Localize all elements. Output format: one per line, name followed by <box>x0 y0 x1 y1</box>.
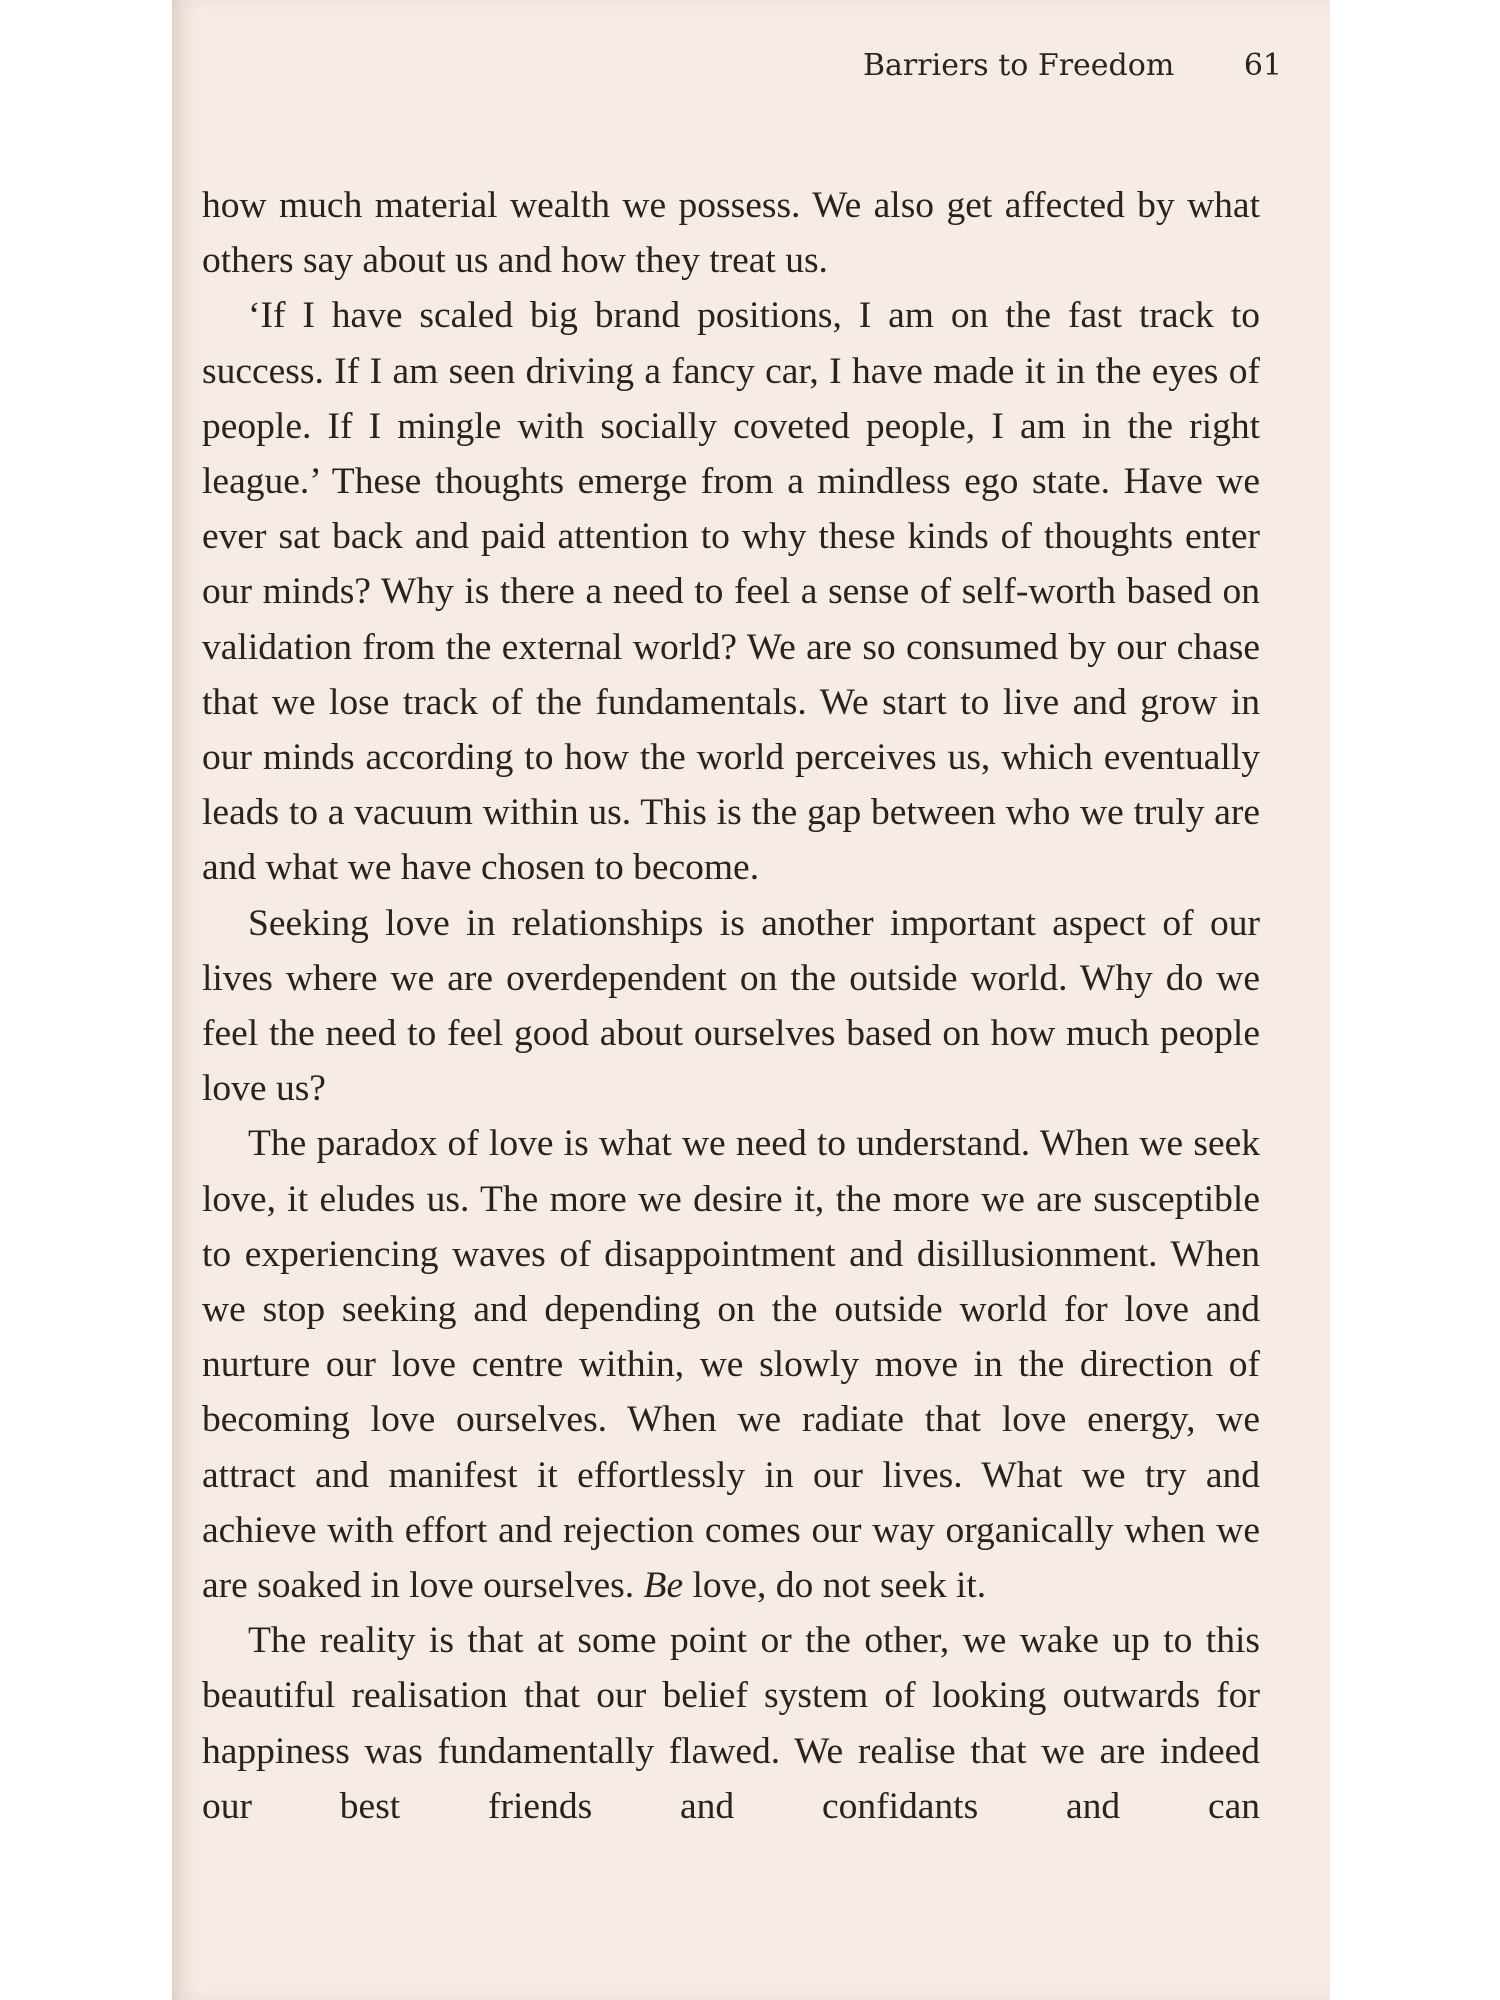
paragraph-2: ‘If I have scaled big brand positions, I am on the fast track to success. If I am seen driving a fancy car, I have made it in the eyes of people. If I mingle with socially coveted people, I am in the right league.’ These thoughts emerge from a mindless ego state. Have we ever sat back and paid attention to why these kinds of thoughts enter our minds? Why is there a need to feel a sense of self-worth based on validation from the external world? We are so consumed by our chase that we lose track of the fundamentals. We start to live and grow in our minds according to how the world perceives us, which eventually leads to a vacuum within us. This is the gap between who we truly are and what we have chosen to become. <box>202 295 1260 889</box>
paragraph-4 <box>202 1116 1260 1613</box>
book-page <box>172 0 1330 2000</box>
running-header <box>863 48 1282 83</box>
paragraph-1: how much material wealth we possess. We also get affected by what others say about us and how they treat us. <box>202 185 1260 282</box>
paragraph-4-text: The paradox of love is what we need to understand. When we seek love, it eludes us. The more we desire it, the more we are susceptible to experiencing waves of disappointment and disillusionment. When we stop seeking and depending on the outside world for love and nurture our love centre within, we slowly move in the direction of becoming love ourselves. When we radiate that love energy, we attract and manifest it effortlessly in our lives. What we try and achieve with effort and rejection comes our way organically when we are soaked in love ourselves. <box>202 1123 1260 1607</box>
emphasis-word: Be <box>643 1565 684 1607</box>
emphasis-rest: love, do not seek it. <box>683 1565 987 1607</box>
chapter-title: Barriers to Freedom <box>863 48 1175 83</box>
paragraph-5: The reality is that at some point or the other, we wake up to this beautiful realisation that our belief system of looking outwards for happiness was fundamentally flawed. We realise that we are indeed our best friends and confidants and can <box>202 1620 1260 1827</box>
body-text <box>202 178 1260 1834</box>
paragraph-3: Seeking love in relationships is another important aspect of our lives where we are overdependent on the outside world. Why do we feel the need to feel good about ourselves based on how much people love us? <box>202 902 1260 1110</box>
page-number: 61 <box>1243 48 1282 83</box>
